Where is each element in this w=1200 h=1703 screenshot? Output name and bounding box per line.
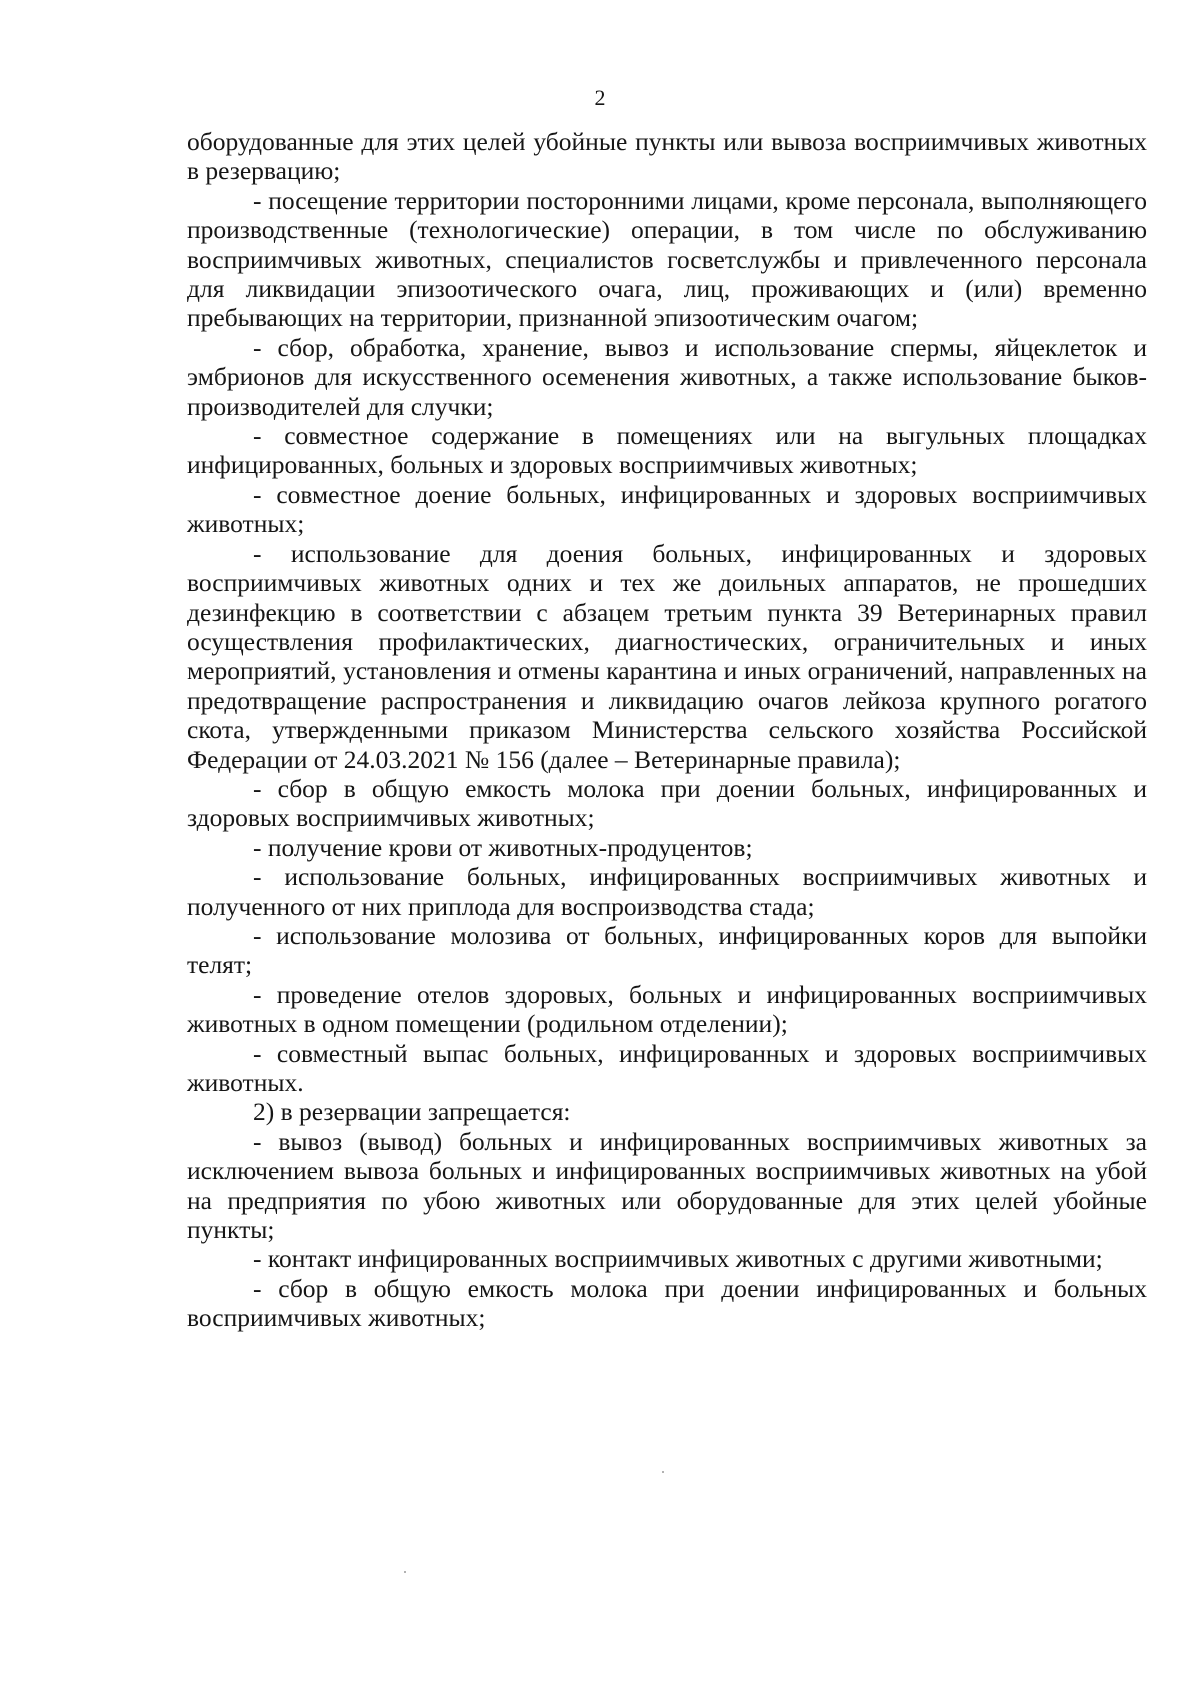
- list-item-blood-collection: - получение крови от животных-продуцентов;: [253, 832, 753, 862]
- list-item-sperm-collection: - сбор, обработка, хранение, вывоз и использование спермы, яйцеклеток и эмбрионов для искусственного осеменения животных, а также использование быков-производителей для случки;: [187, 332, 1147, 421]
- list-item-animal-contact: - контакт инфицированных восприимчивых животных с другими животными;: [253, 1244, 1103, 1274]
- page-number: 2: [594, 85, 606, 110]
- list-item-territory-visit: - посещение территории посторонними лицами, кроме персонала, выполняющего производственные (технологические) операции, в том числе по обслуживанию восприимчивых животных, специалистов госветслужбы и привлеченного персонала для ликвидации эпизоотического очага, лиц, проживающих и (или) временно пребывающих на территории, признанной эпизоотическим очагом;: [187, 185, 1147, 333]
- scan-speck: [404, 1571, 406, 1573]
- scan-speck: [662, 1471, 664, 1473]
- list-item-joint-milking: - совместное доение больных, инфицированных и здоровых восприимчивых животных;: [187, 479, 1147, 539]
- list-item-reproduction-use: - использование больных, инфицированных восприимчивых животных и полученного от них приплода для воспроизводства стада;: [187, 862, 1147, 921]
- list-item-joint-grazing: - совместный выпас больных, инфицированных и здоровых восприимчивых животных.: [187, 1038, 1147, 1097]
- list-item-shared-milking-machines: - использование для доения больных, инфицированных и здоровых восприимчивых животных одних и тех же доильных аппаратов, не прошедших дезинфекцию в соответствии с абзацем третьим пункта 39 Ветеринарных правил осуществления профилактических, диагностических, ограничительных и иных мероприятий, установления и отмены карантина и иных ограничений, направленных на предотвращение распространения и ликвидацию очагов лейкоза крупного рогатого скота, утвержденными приказом Министерства сельского хозяйства Российской Федерации от 24.03.2021 № 156 (далее – Ветеринарные правила);: [187, 538, 1147, 774]
- list-item-joint-keeping: - совместное содержание в помещениях или на выгульных площадках инфицированных, больных и здоровых восприимчивых животных;: [187, 421, 1147, 480]
- list-item-common-milk-container: - сбор в общую емкость молока при доении больных, инфицированных и здоровых восприимчивых животных;: [187, 773, 1147, 833]
- list-item-colostrum-use: - использование молозива от больных, инфицированных коров для выпойки телят;: [187, 920, 1147, 980]
- document-body: [187, 127, 1147, 1333]
- list-item-export-animals: - вывоз (вывод) больных и инфицированных восприимчивых животных за исключением вывоза больных и инфицированных восприимчивых животных на убой на предприятия по убою животных или оборудованные для этих целей убойные пункты;: [187, 1126, 1147, 1245]
- paragraph-continuation: оборудованные для этих целей убойные пункты или вывоза восприимчивых животных в резервацию;: [187, 127, 1147, 186]
- list-item-calving: - проведение отелов здоровых, больных и инфицированных восприимчивых животных в одном помещении (родильном отделении);: [187, 979, 1147, 1039]
- list-item-common-milk-container-reservation: - сбор в общую емкость молока при доении инфицированных и больных восприимчивых животных;: [187, 1273, 1147, 1333]
- section-heading-reservation: 2) в резервации запрещается:: [253, 1097, 571, 1127]
